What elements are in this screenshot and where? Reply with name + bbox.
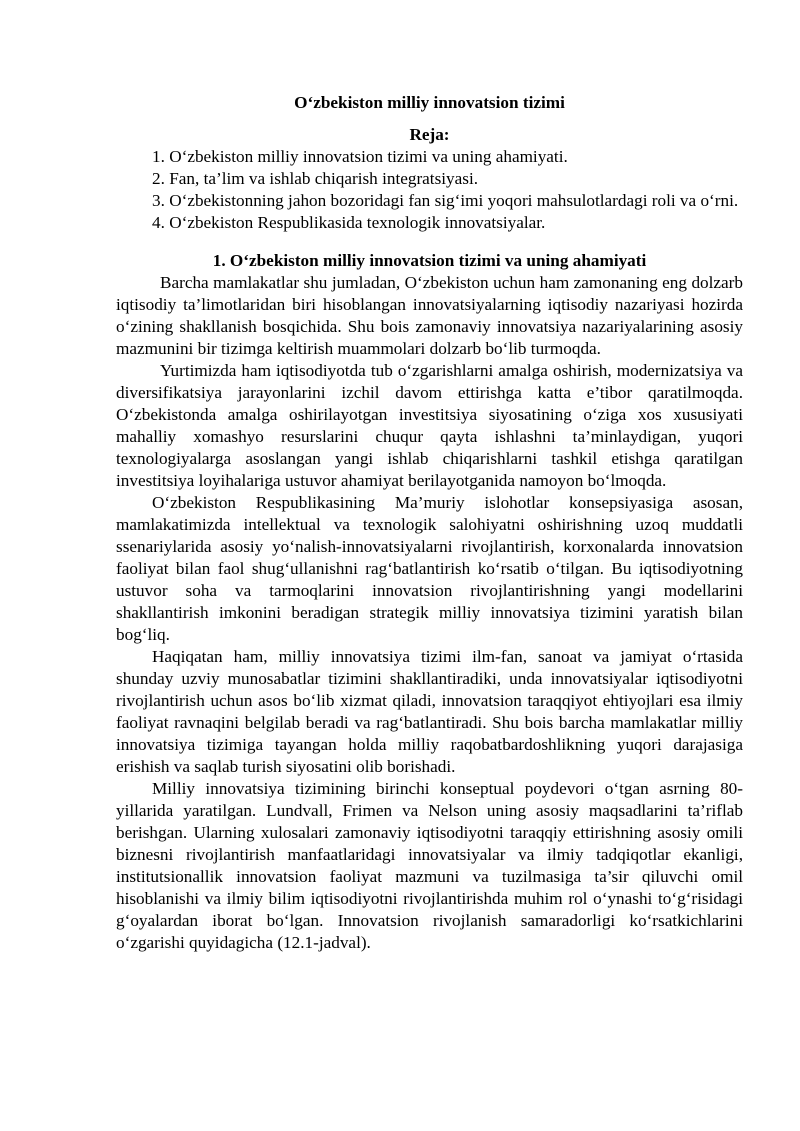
body-paragraph: Barcha mamlakatlar shu jumladan, O‘zbekiston uchun ham zamonaning eng dolzarb iqtisodiy ta’limotlaridan biri hisoblangan innovatsiyalarning iqtisodiy nazariyasi hozirda o‘zining shakllanish bosqichida. Shu bois zamonaviy innovatsiya nazariyalarining asosiy mazmunini bir tizimga keltirish muammolari dolzarb bo‘lib turmoqda. — [116, 273, 743, 358]
section-heading: 1. O‘zbekiston milliy innovatsion tizimi va uning ahamiyati — [212, 251, 647, 270]
plan-item: 3. O‘zbekistonning jahon bozoridagi fan sig‘imi yoqori mahsulotlardagi roli va o‘rni. — [152, 191, 739, 210]
document-page — [116, 92, 743, 954]
plan-heading: Reja: — [409, 125, 450, 144]
document-title: O‘zbekiston milliy innovatsion tizimi — [294, 93, 565, 112]
plan-item: 4. O‘zbekiston Respublikasida texnologik innovatsiyalar. — [152, 213, 546, 232]
plan-item: 2. Fan, ta’lim va ishlab chiqarish integratsiyasi. — [152, 169, 479, 188]
plan-list — [116, 146, 743, 234]
body-paragraph: O‘zbekiston Respublikasining Ma’muriy islohotlar konsepsiyasiga asosan, mamlakatimizda intellektual va texnologik salohiyatni oshirishning uzoq muddatli ssenariylarida asosiy yo‘nalish-innovatsiyalarni rivojlantirish, korxonalarda innovatsion faoliyat bilan faol shug‘ullanishni rag‘batlantirish ko‘rsatib o‘tilgan. Bu iqtisodiyotning ustuvor soha va tarmoqlarini innovatsion rivojlantirishning yangi modellarini shakllantirish imkonini beradigan strategik milliy innovatsiya tizimini yaratish bilan bog‘liq. — [116, 493, 743, 644]
body-paragraph: Yurtimizda ham iqtisodiyotda tub o‘zgarishlarni amalga oshirish, modernizatsiya va diversifikatsiya jarayonlarini izchil davom ettirishga katta e’tibor qaratilmoqda. O‘zbekistonda amalga oshirilayotgan investitsiya siyosatining o‘ziga xos xususiyati mahalliy xomashyo resurslarini chuqur qayta ishlashni ta’minlaydigan, yuqori texnologiyalarga asoslangan yangi ishlab chiqarishlarni tashkil etishga qaratilgan investitsiya loyihalariga ustuvor ahamiyat berilayotganida namoyon bo‘lmoqda. — [116, 361, 743, 490]
body-paragraph: Milliy innovatsiya tizimining birinchi konseptual poydevori o‘tgan asrning 80-yillarida yaratilgan. Lundvall, Frimen va Nelson uning asosiy maqsadlarini ta’riflab berishgan. Ularning xulosalari zamonaviy iqtisodiyotni taraqqiy ettirishning asosiy omili biznesni rivojlantirish manfaatlaridagi innovatsiyalar va ilmiy tadqiqotlar ekanligi, institutsionallik innovatsion faoliyat mazmuni va tuzilmasiga ta’sir qiluvchi omil hisoblanishi va ilmiy bilim iqtisodiyotni rivojlantirishda muhim rol o‘ynashi to‘g‘risidagi g‘oyalardan iborat bo‘lgan. Innovatsion rivojlanish samaradorligi ko‘rsatkichlarini o‘zgarishi quyidagicha (12.1-jadval). — [116, 779, 743, 952]
plan-item: 1. O‘zbekiston milliy innovatsion tizimi va uning ahamiyati. — [152, 147, 568, 166]
body-paragraph: Haqiqatan ham, milliy innovatsiya tizimi ilm-fan, sanoat va jamiyat o‘rtasida shunday uzviy munosabatlar tizimini shakllantiradiki, unda innovatsiyalar iqtisodiyotni rivojlantirish uchun asos bo‘lib xizmat qiladi, innovatsion taraqqiyot ehtiyojlari esa ilmiy faoliyat ravnaqini belgilab beradi va rag‘batlantiradi. Shu bois barcha mamlakatlar milliy innovatsiya tizimiga tayangan holda milliy raqobatbardoshlikning yuqori darajasiga erishish va saqlab turish siyosatini olib borishadi. — [116, 647, 743, 776]
